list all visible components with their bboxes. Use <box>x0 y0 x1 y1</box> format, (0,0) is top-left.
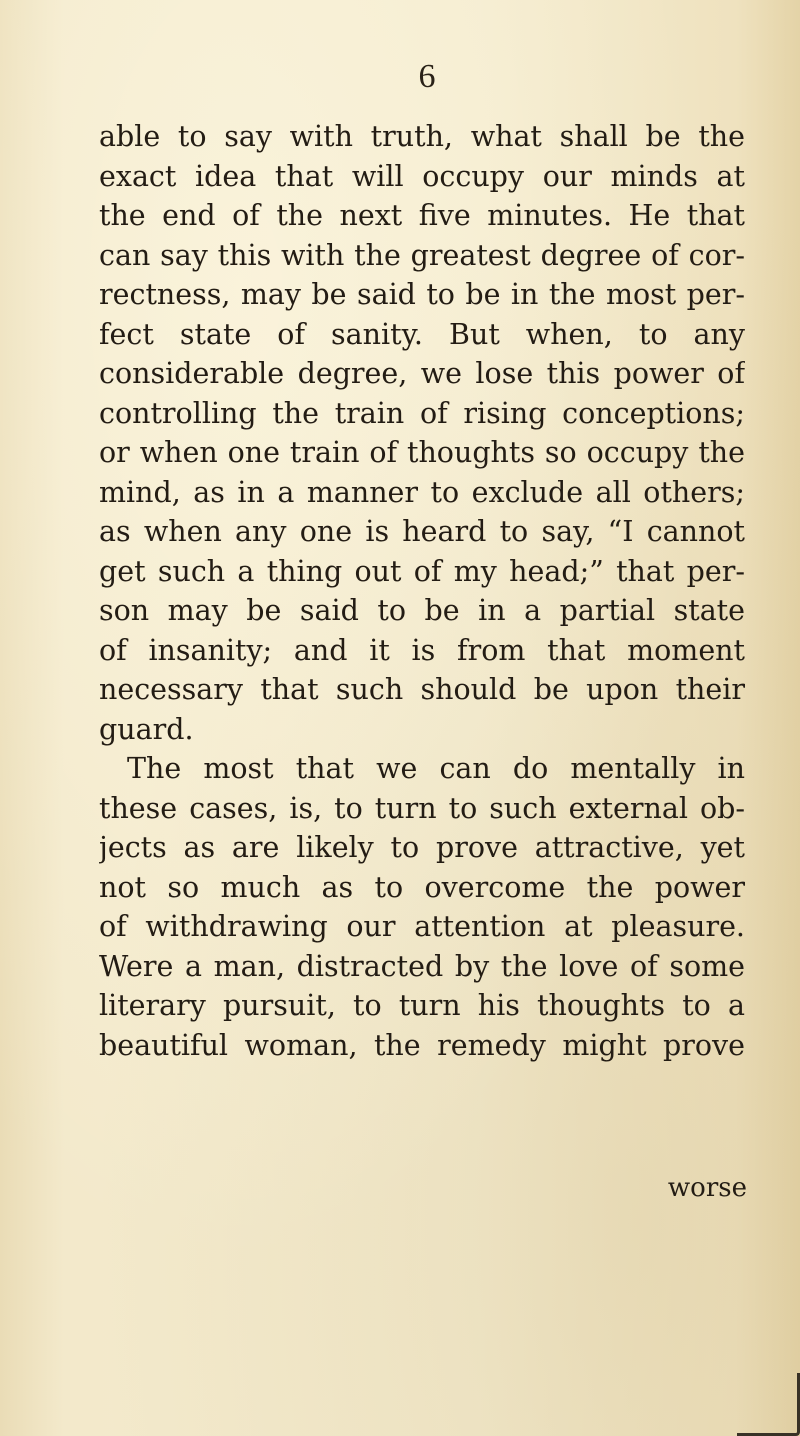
text-line: beautiful woman, the remedy might prove <box>99 1028 745 1062</box>
text-line: fect state of sanity. But when, to any <box>99 317 745 351</box>
page-corner-edge <box>737 1373 800 1436</box>
text-line: son may be said to be in a partial state <box>99 594 745 627</box>
text-line: guard. <box>99 712 194 746</box>
text-line: literary pursuit, to turn his thoughts to a <box>99 989 745 1022</box>
text-line: the end of the next five minutes. He that <box>99 199 745 232</box>
text-line: The most that we can do mentally in <box>127 752 745 785</box>
text-line: of withdrawing our attention at pleasure. <box>99 910 745 943</box>
text-line: controlling the train of rising conceptions; <box>99 396 745 430</box>
text-line: rectness, may be said to be in the most per- <box>99 278 745 311</box>
text-line: get such a thing out of my head;” that per- <box>99 554 745 588</box>
text-line: considerable degree, we lose this power of <box>99 357 745 390</box>
body-text <box>99 117 745 1065</box>
text-line: not so much as to overcome the power <box>99 870 745 904</box>
text-line: of insanity; and it is from that moment <box>99 633 745 667</box>
text-line: can say this with the greatest degree of cor- <box>99 238 745 272</box>
text-line: mind, as in a manner to exclude all others; <box>99 475 745 509</box>
text-line: able to say with truth, what shall be the <box>99 120 745 153</box>
text-line: exact idea that will occupy our minds at <box>99 159 745 193</box>
catchword: worse <box>667 1173 747 1203</box>
text-line: or when one train of thoughts so occupy the <box>99 436 745 469</box>
text-line: Were a man, distracted by the love of some <box>99 949 745 983</box>
text-line: jects as are likely to prove attractive, yet <box>99 831 745 864</box>
page-number: 6 <box>418 58 436 95</box>
text-line: as when any one is heard to say, “I cannot <box>99 515 745 548</box>
text-line: these cases, is, to turn to such external ob- <box>99 791 745 825</box>
text-line: necessary that such should be upon their <box>99 673 745 706</box>
